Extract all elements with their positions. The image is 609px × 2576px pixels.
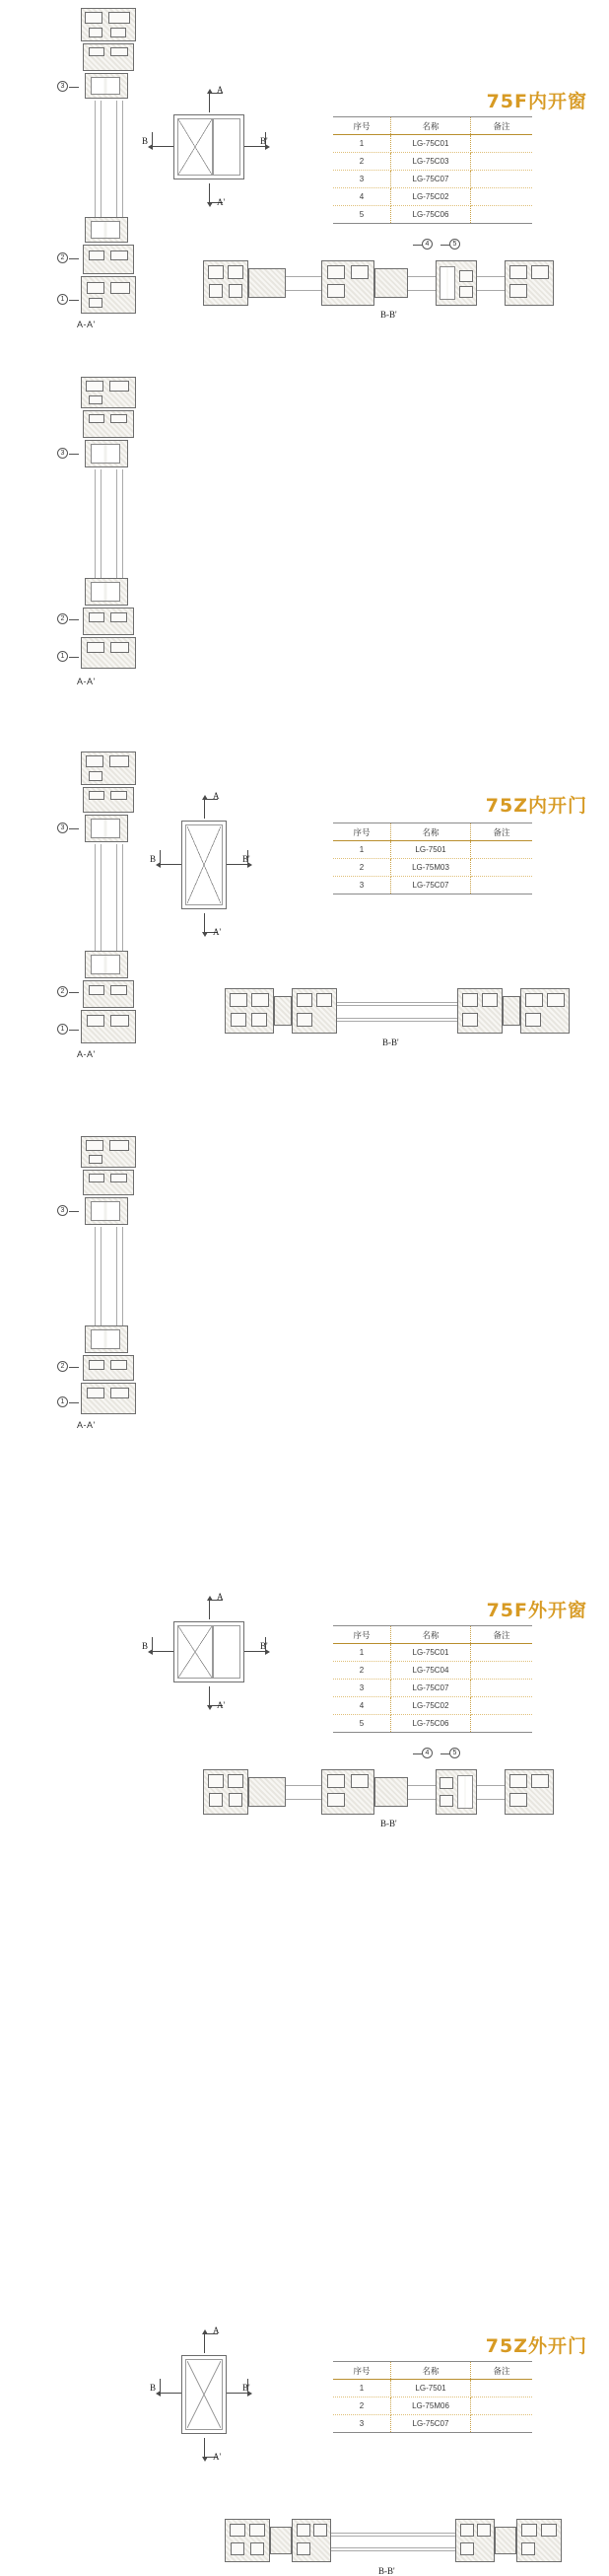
cell-no: 3 bbox=[333, 171, 391, 188]
section-caption: A-A' bbox=[77, 1049, 96, 1059]
cell-no: 4 bbox=[333, 1697, 391, 1715]
bb-caption: B-B' bbox=[380, 1819, 397, 1828]
cell-remark bbox=[471, 188, 533, 206]
section-caption: A-A' bbox=[77, 320, 96, 329]
col-header-no: 序号 bbox=[333, 1626, 391, 1644]
horizontal-section-drawing bbox=[203, 241, 593, 320]
item-marker-4: 4 bbox=[422, 239, 433, 250]
cell-no: 2 bbox=[333, 859, 391, 877]
axis-label-a-bottom: A' bbox=[213, 2452, 222, 2462]
section-title: 75F内开窗 bbox=[486, 91, 587, 112]
cell-remark bbox=[471, 1662, 533, 1680]
section-75f-outer-window bbox=[0, 742, 609, 1828]
item-marker-2: 2 bbox=[57, 986, 68, 997]
col-header-no: 序号 bbox=[333, 2362, 391, 2380]
cell-remark bbox=[471, 2415, 533, 2433]
cell-remark bbox=[471, 153, 533, 171]
cell-no: 1 bbox=[333, 841, 391, 859]
axis-label-b-left: B bbox=[150, 854, 157, 864]
cell-no: 5 bbox=[333, 1715, 391, 1733]
cell-name: LG-75C07 bbox=[391, 877, 471, 894]
item-marker-2: 2 bbox=[57, 613, 68, 624]
section-75f-inner-window bbox=[0, 0, 609, 367]
horizontal-section-drawing bbox=[203, 1750, 593, 1828]
table-row bbox=[333, 1697, 532, 1715]
axis-label-b-right: B' bbox=[242, 2383, 250, 2393]
col-header-name: 名称 bbox=[391, 2362, 471, 2380]
section-75z-inner-door bbox=[0, 367, 609, 1047]
section-caption: A-A' bbox=[77, 677, 96, 686]
col-header-remark: 备注 bbox=[471, 823, 533, 841]
axis-label-b-left: B bbox=[142, 1641, 149, 1651]
axis-label-a-top: A bbox=[217, 1592, 224, 1602]
cell-name: LG-75M03 bbox=[391, 859, 471, 877]
col-header-no: 序号 bbox=[333, 823, 391, 841]
cell-name: LG-75C02 bbox=[391, 188, 471, 206]
parts-table bbox=[333, 116, 532, 224]
cell-name: LG-7501 bbox=[391, 841, 471, 859]
cell-no: 3 bbox=[333, 1680, 391, 1697]
cell-name: LG-75C01 bbox=[391, 1644, 471, 1662]
cell-remark bbox=[471, 2380, 533, 2397]
section-title: 75Z外开门 bbox=[485, 2335, 587, 2357]
axis-label-a-bottom: A' bbox=[217, 1700, 226, 1710]
bb-caption: B-B' bbox=[378, 2566, 395, 2576]
item-marker-3: 3 bbox=[57, 81, 68, 92]
cell-no: 3 bbox=[333, 2415, 391, 2433]
axis-label-b-right: B' bbox=[260, 136, 268, 146]
cell-name: LG-75M06 bbox=[391, 2397, 471, 2415]
table-header-row bbox=[333, 2362, 532, 2380]
table-row bbox=[333, 171, 532, 188]
cell-no: 2 bbox=[333, 153, 391, 171]
horizontal-section-drawing bbox=[225, 2511, 579, 2576]
col-header-name: 名称 bbox=[391, 823, 471, 841]
cell-no: 3 bbox=[333, 877, 391, 894]
axis-label-a-bottom: A' bbox=[213, 927, 222, 937]
cell-name: LG-75C01 bbox=[391, 135, 471, 153]
cell-remark bbox=[471, 2397, 533, 2415]
section-title: 75Z内开门 bbox=[485, 795, 587, 817]
cell-name: LG-75C07 bbox=[391, 171, 471, 188]
item-marker-5: 5 bbox=[449, 1748, 460, 1758]
table-row bbox=[333, 2380, 532, 2397]
table-row bbox=[333, 1680, 532, 1697]
item-marker-3: 3 bbox=[57, 1205, 68, 1216]
axis-label-a-bottom: A' bbox=[217, 197, 226, 207]
table-row bbox=[333, 206, 532, 224]
axis-label-b-right: B' bbox=[242, 854, 250, 864]
table-row bbox=[333, 1644, 532, 1662]
cell-name: LG-75C07 bbox=[391, 2415, 471, 2433]
cell-no: 5 bbox=[333, 206, 391, 224]
axis-label-b-left: B bbox=[150, 2383, 157, 2393]
table-header-row bbox=[333, 1626, 532, 1644]
item-marker-4: 4 bbox=[422, 1748, 433, 1758]
item-marker-3: 3 bbox=[57, 448, 68, 459]
cell-remark bbox=[471, 1697, 533, 1715]
col-header-remark: 备注 bbox=[471, 1626, 533, 1644]
col-header-remark: 备注 bbox=[471, 2362, 533, 2380]
axis-label-b-left: B bbox=[142, 136, 149, 146]
item-marker-3: 3 bbox=[57, 823, 68, 833]
item-marker-1: 1 bbox=[57, 651, 68, 662]
cell-no: 1 bbox=[333, 1644, 391, 1662]
col-header-remark: 备注 bbox=[471, 117, 533, 135]
item-marker-2: 2 bbox=[57, 252, 68, 263]
bb-caption: B-B' bbox=[382, 1038, 399, 1047]
table-row bbox=[333, 1662, 532, 1680]
item-marker-1: 1 bbox=[57, 294, 68, 305]
parts-table bbox=[333, 2361, 532, 2433]
section-caption: A-A' bbox=[77, 1420, 96, 1430]
cell-name: LG-75C07 bbox=[391, 1680, 471, 1697]
cell-name: LG-75C02 bbox=[391, 1697, 471, 1715]
item-marker-5: 5 bbox=[449, 239, 460, 250]
section-title: 75F外开窗 bbox=[486, 1600, 587, 1621]
cell-remark bbox=[471, 135, 533, 153]
cell-name: LG-75C06 bbox=[391, 1715, 471, 1733]
cell-name: LG-7501 bbox=[391, 2380, 471, 2397]
cell-no: 4 bbox=[333, 188, 391, 206]
col-header-name: 名称 bbox=[391, 1626, 471, 1644]
cell-name: LG-75C04 bbox=[391, 1662, 471, 1680]
cell-remark bbox=[471, 1715, 533, 1733]
table-row bbox=[333, 2397, 532, 2415]
axis-label-a-top: A bbox=[213, 2326, 220, 2335]
table-row bbox=[333, 153, 532, 171]
item-marker-1: 1 bbox=[57, 1024, 68, 1035]
cell-no: 1 bbox=[333, 135, 391, 153]
table-header-row bbox=[333, 117, 532, 135]
axis-label-a-top: A bbox=[217, 85, 224, 95]
cell-name: LG-75C06 bbox=[391, 206, 471, 224]
table-row bbox=[333, 135, 532, 153]
cell-no: 2 bbox=[333, 1662, 391, 1680]
cell-name: LG-75C03 bbox=[391, 153, 471, 171]
table-row bbox=[333, 1715, 532, 1733]
cell-no: 1 bbox=[333, 2380, 391, 2397]
table-row bbox=[333, 2415, 532, 2433]
col-header-name: 名称 bbox=[391, 117, 471, 135]
cell-remark bbox=[471, 206, 533, 224]
cell-remark bbox=[471, 171, 533, 188]
cell-remark bbox=[471, 1680, 533, 1697]
parts-table bbox=[333, 1625, 532, 1733]
cell-remark bbox=[471, 1644, 533, 1662]
item-marker-2: 2 bbox=[57, 1361, 68, 1372]
col-header-no: 序号 bbox=[333, 117, 391, 135]
table-row bbox=[333, 188, 532, 206]
axis-label-b-right: B' bbox=[260, 1641, 268, 1651]
axis-label-a-top: A bbox=[213, 791, 220, 801]
bb-caption: B-B' bbox=[380, 310, 397, 320]
cell-no: 2 bbox=[333, 2397, 391, 2415]
item-marker-1: 1 bbox=[57, 1396, 68, 1407]
